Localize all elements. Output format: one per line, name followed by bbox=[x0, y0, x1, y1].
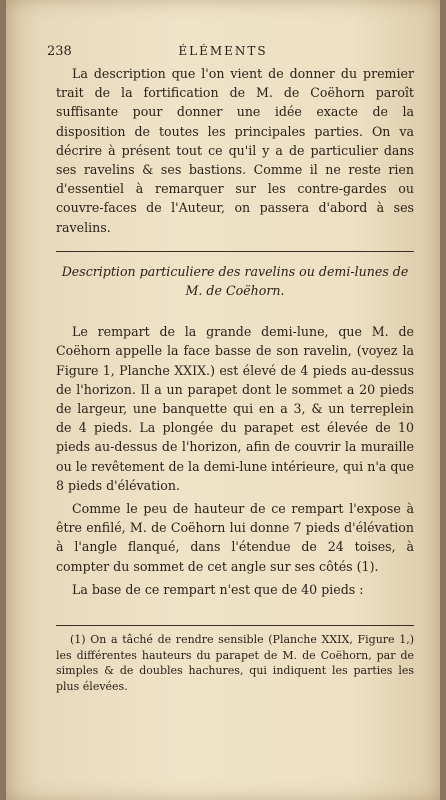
paragraph-1: Le rempart de la grande demi-lune, que M. de Coëhorn appelle la face basse de son ravelin, (voyez la Figure 1, Planche XXIX.) est élevé de 4 pieds au-dessus de l'horizon. Il a un parapet dont le sommet a 20 pieds de largeur, une banquette qui en a 3, & un terreplein de 4 pieds. La plongée du parapet est élevée de 10 pieds au-dessus de l'horizon, afin de couvrir la muraille ou le revêtement de la demi-lune intérieure, qui n'a que 8 pieds d'élévation. bbox=[56, 324, 414, 493]
footnote-rule bbox=[56, 625, 414, 626]
intro-paragraph: La description que l'on vient de donner du premier trait de la fortification de M. de Coëhorn paroît suffisante pour donner une idée exacte de la disposition de toutes les principales parties. On va décrire à présent tout ce qu'il y a de particulier dans ses ravelins & ses bastions. Comme il ne reste rien d'essentiel à remarquer sur les contre-gardes ou couvre-faces de l'Auteur, on passera d'abord à ses ravelins. bbox=[56, 66, 414, 235]
section-rule bbox=[56, 251, 414, 252]
paragraph-3: La base de ce rempart n'est que de 40 pieds : bbox=[72, 581, 364, 597]
footnote: (1) On a tâché de rendre sensible (Planche XXIX, Figure 1,) les différentes hauteurs du parapet de M. de Coëhorn, par de simples & de doubles hachures, qui indiquent les parties les plus élevées. bbox=[56, 633, 414, 693]
running-title: ÉLÉMENTS bbox=[178, 44, 268, 58]
page-body bbox=[56, 64, 414, 694]
book-page bbox=[6, 0, 440, 800]
paragraph-2: Comme le peu de hauteur de ce rempart l'expose à être enfilé, M. de Coëhorn lui donne 7 pieds d'élévation à l'angle flanqué, dans l'étendue de 24 toises, à compter du sommet de cet angle sur ses côtés (1). bbox=[56, 501, 414, 574]
section-title: Description particuliere des ravelins ou demi-lunes de M. de Coëhorn. bbox=[61, 263, 409, 299]
page-number: 238 bbox=[47, 44, 72, 59]
